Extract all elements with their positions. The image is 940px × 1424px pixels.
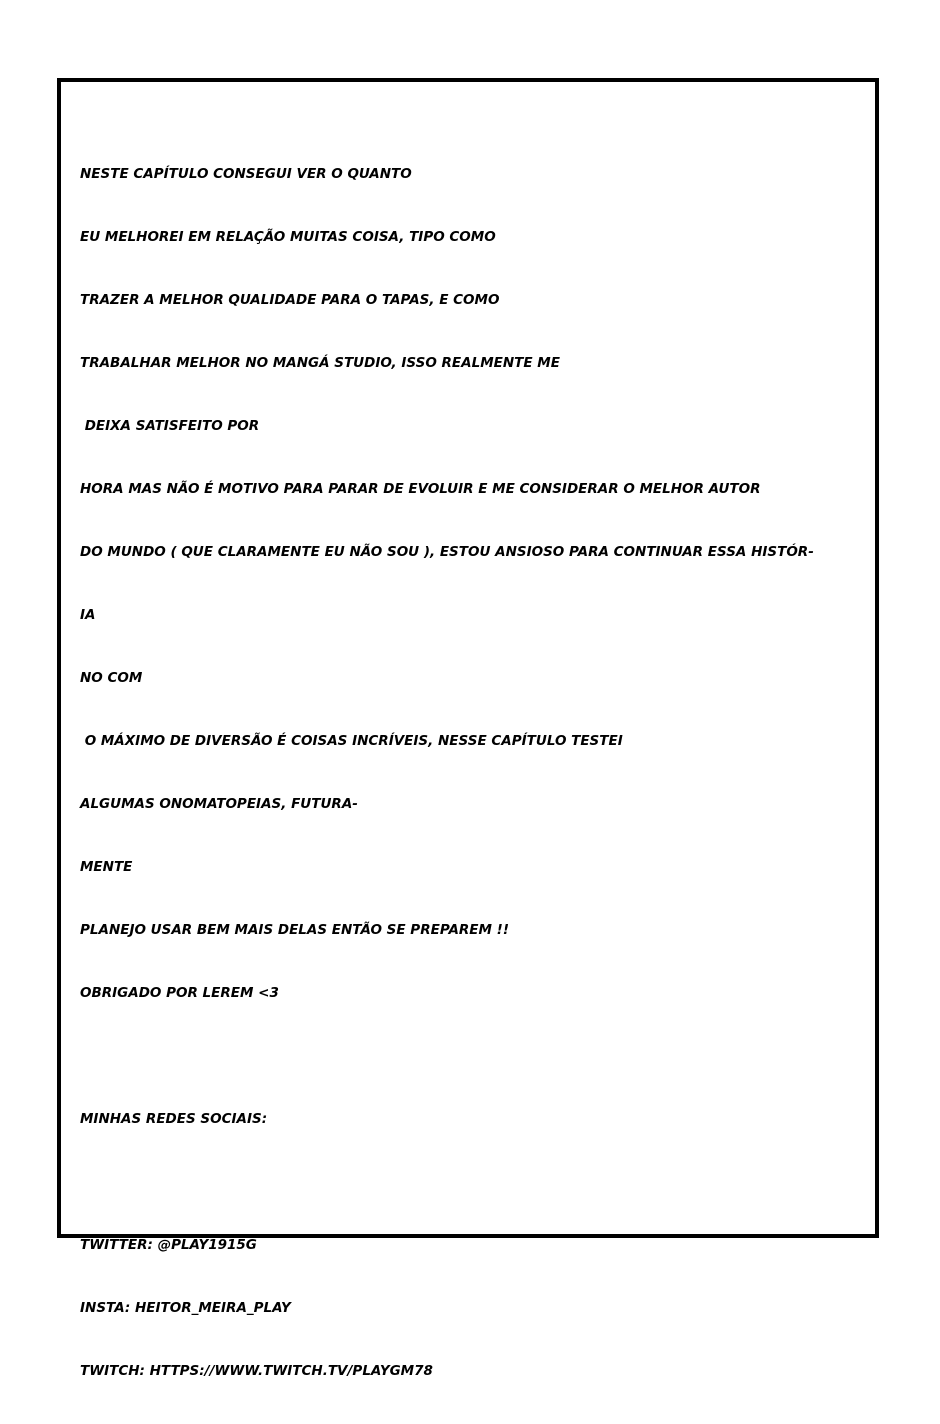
note-line: ALGUMAS ONOMATOPEIAS, FUTURA-	[80, 796, 358, 812]
note-line: TRABALHAR MELHOR NO MANGÁ STUDIO, ISSO REALMENTE ME	[80, 355, 560, 371]
note-line: PLANEJO USAR BEM MAIS DELAS ENTÃO SE PREPAREM !!	[80, 922, 509, 938]
spacer	[80, 1046, 860, 1067]
note-line: MENTE	[80, 859, 133, 875]
note-line: NO COM	[80, 670, 143, 686]
twitter-handle: TWITTER: @PLAY1915G	[80, 1237, 257, 1253]
note-line: DO MUNDO ( QUE CLARAMENTE EU NÃO SOU ), ESTOU ANSIOSO PARA CONTINUAR ESSA HISTÓR-	[80, 544, 814, 560]
twitch-link: TWITCH: HTTPS://WWW.TWITCH.TV/PLAYGM78	[80, 1363, 433, 1379]
note-line: HORA MAS NÃO É MOTIVO PARA PARAR DE EVOLUIR E ME CONSIDERAR O MELHOR AUTOR	[80, 481, 761, 497]
author-note	[80, 122, 860, 1424]
insta-handle: INSTA: HEITOR_MEIRA_PLAY	[80, 1300, 291, 1316]
note-line: NESTE CAPÍTULO CONSEGUI VER O QUANTO	[80, 166, 412, 182]
page-frame	[57, 78, 879, 1379]
note-line: EU MELHOREI EM RELAÇÃO MUITAS COISA, TIPO COMO	[80, 229, 496, 245]
note-line: O MÁXIMO DE DIVERSÃO É COISAS INCRÍVEIS, NESSE CAPÍTULO TESTEI	[80, 733, 623, 749]
note-line: DEIXA SATISFEITO POR	[80, 418, 260, 434]
spacer	[80, 1172, 860, 1193]
note-line: OBRIGADO POR LEREM <3	[80, 985, 279, 1001]
note-line: TRAZER A MELHOR QUALIDADE PARA O TAPAS, E COMO	[80, 292, 500, 308]
socials-heading: MINHAS REDES SOCIAIS:	[80, 1111, 268, 1127]
note-line: IA	[80, 607, 96, 623]
